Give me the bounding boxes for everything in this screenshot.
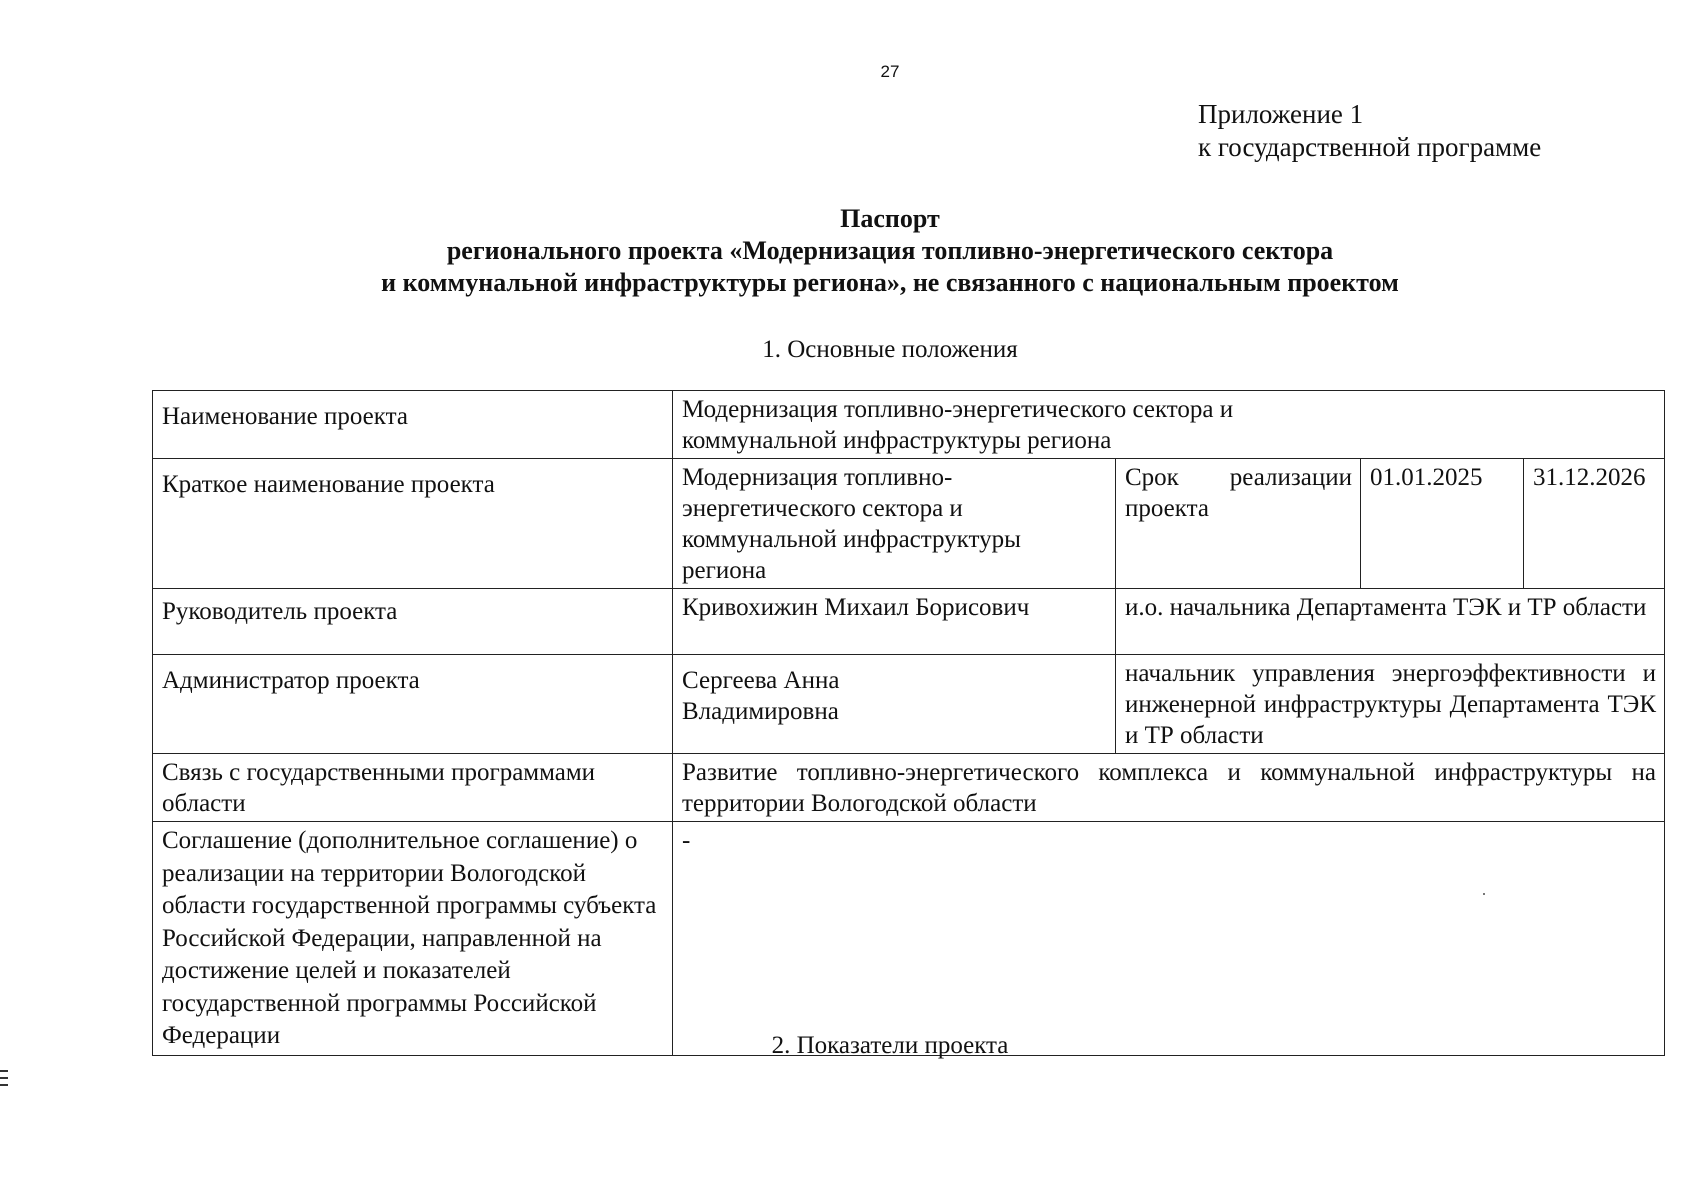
section-heading-indicators: 2. Показатели проекта [771, 1032, 1009, 1059]
table-row-head [153, 589, 1665, 655]
value-agreement: - [673, 822, 1665, 1056]
label-term: Срок реализации проекта [1116, 459, 1361, 589]
table-row-name [153, 391, 1665, 459]
title-line-2: регионального проекта «Модернизация топливно-энергетического сектора [446, 236, 1334, 265]
page-number: 27 [880, 62, 900, 81]
title-line-1: Паспорт [840, 204, 940, 233]
value-head-position: и.о. начальника Департамента ТЭК и ТР области [1116, 589, 1665, 655]
appendix-line-1: Приложение 1 [1198, 99, 1364, 129]
appendix-line-2: к государственной программе [1198, 132, 1542, 162]
section-heading-basic: 1. Основные положения [762, 336, 1018, 363]
binding-margin-mark [0, 1070, 8, 1091]
document-title [0, 203, 1697, 299]
table-row-agreement [153, 822, 1665, 1056]
value-program-link: Развитие топливно-энергетического комплекса и коммунальной инфраструктуры на территории Вологодской области [673, 754, 1665, 822]
table-row-program-link [153, 754, 1665, 822]
scan-speck [1483, 893, 1485, 895]
label-head: Руководитель проекта [153, 589, 673, 655]
label-project-name: Наименование проекта [153, 391, 673, 459]
label-program-link: Связь с государственными программами области [153, 754, 673, 822]
value-admin-position: начальник управления энергоэффективности и инженерной инфраструктуры Департамента ТЭК и ТР области [1116, 655, 1665, 754]
value-project-name: Модернизация топливно-энергетического сектора и коммунальной инфраструктуры региона [673, 391, 1665, 459]
value-head-name: Кривохижин Михаил Борисович [673, 589, 1116, 655]
table-row-admin [153, 655, 1665, 754]
label-agreement: Соглашение (дополнительное соглашение) о реализации на территории Вологодской области государственной программы субъекта Российской Федерации, направленной на достижение целей и показателей государственной программы Российской Федерации [153, 822, 673, 1056]
appendix-note [1198, 98, 1541, 164]
table-row-short-name [153, 459, 1665, 589]
label-admin: Администратор проекта [153, 655, 673, 754]
project-passport-table [152, 390, 1665, 1056]
label-short-name: Краткое наименование проекта [153, 459, 673, 589]
value-term-end: 31.12.2026 [1524, 459, 1665, 589]
value-short-name: Модернизация топливно-энергетического сектора и коммунальной инфраструктуры региона [673, 459, 1116, 589]
value-term-start: 01.01.2025 [1361, 459, 1524, 589]
value-admin-name: Сергеева Анна Владимировна [673, 655, 1116, 754]
title-line-3: и коммунальной инфраструктуры региона», не связанного с национальным проектом [381, 268, 1399, 297]
